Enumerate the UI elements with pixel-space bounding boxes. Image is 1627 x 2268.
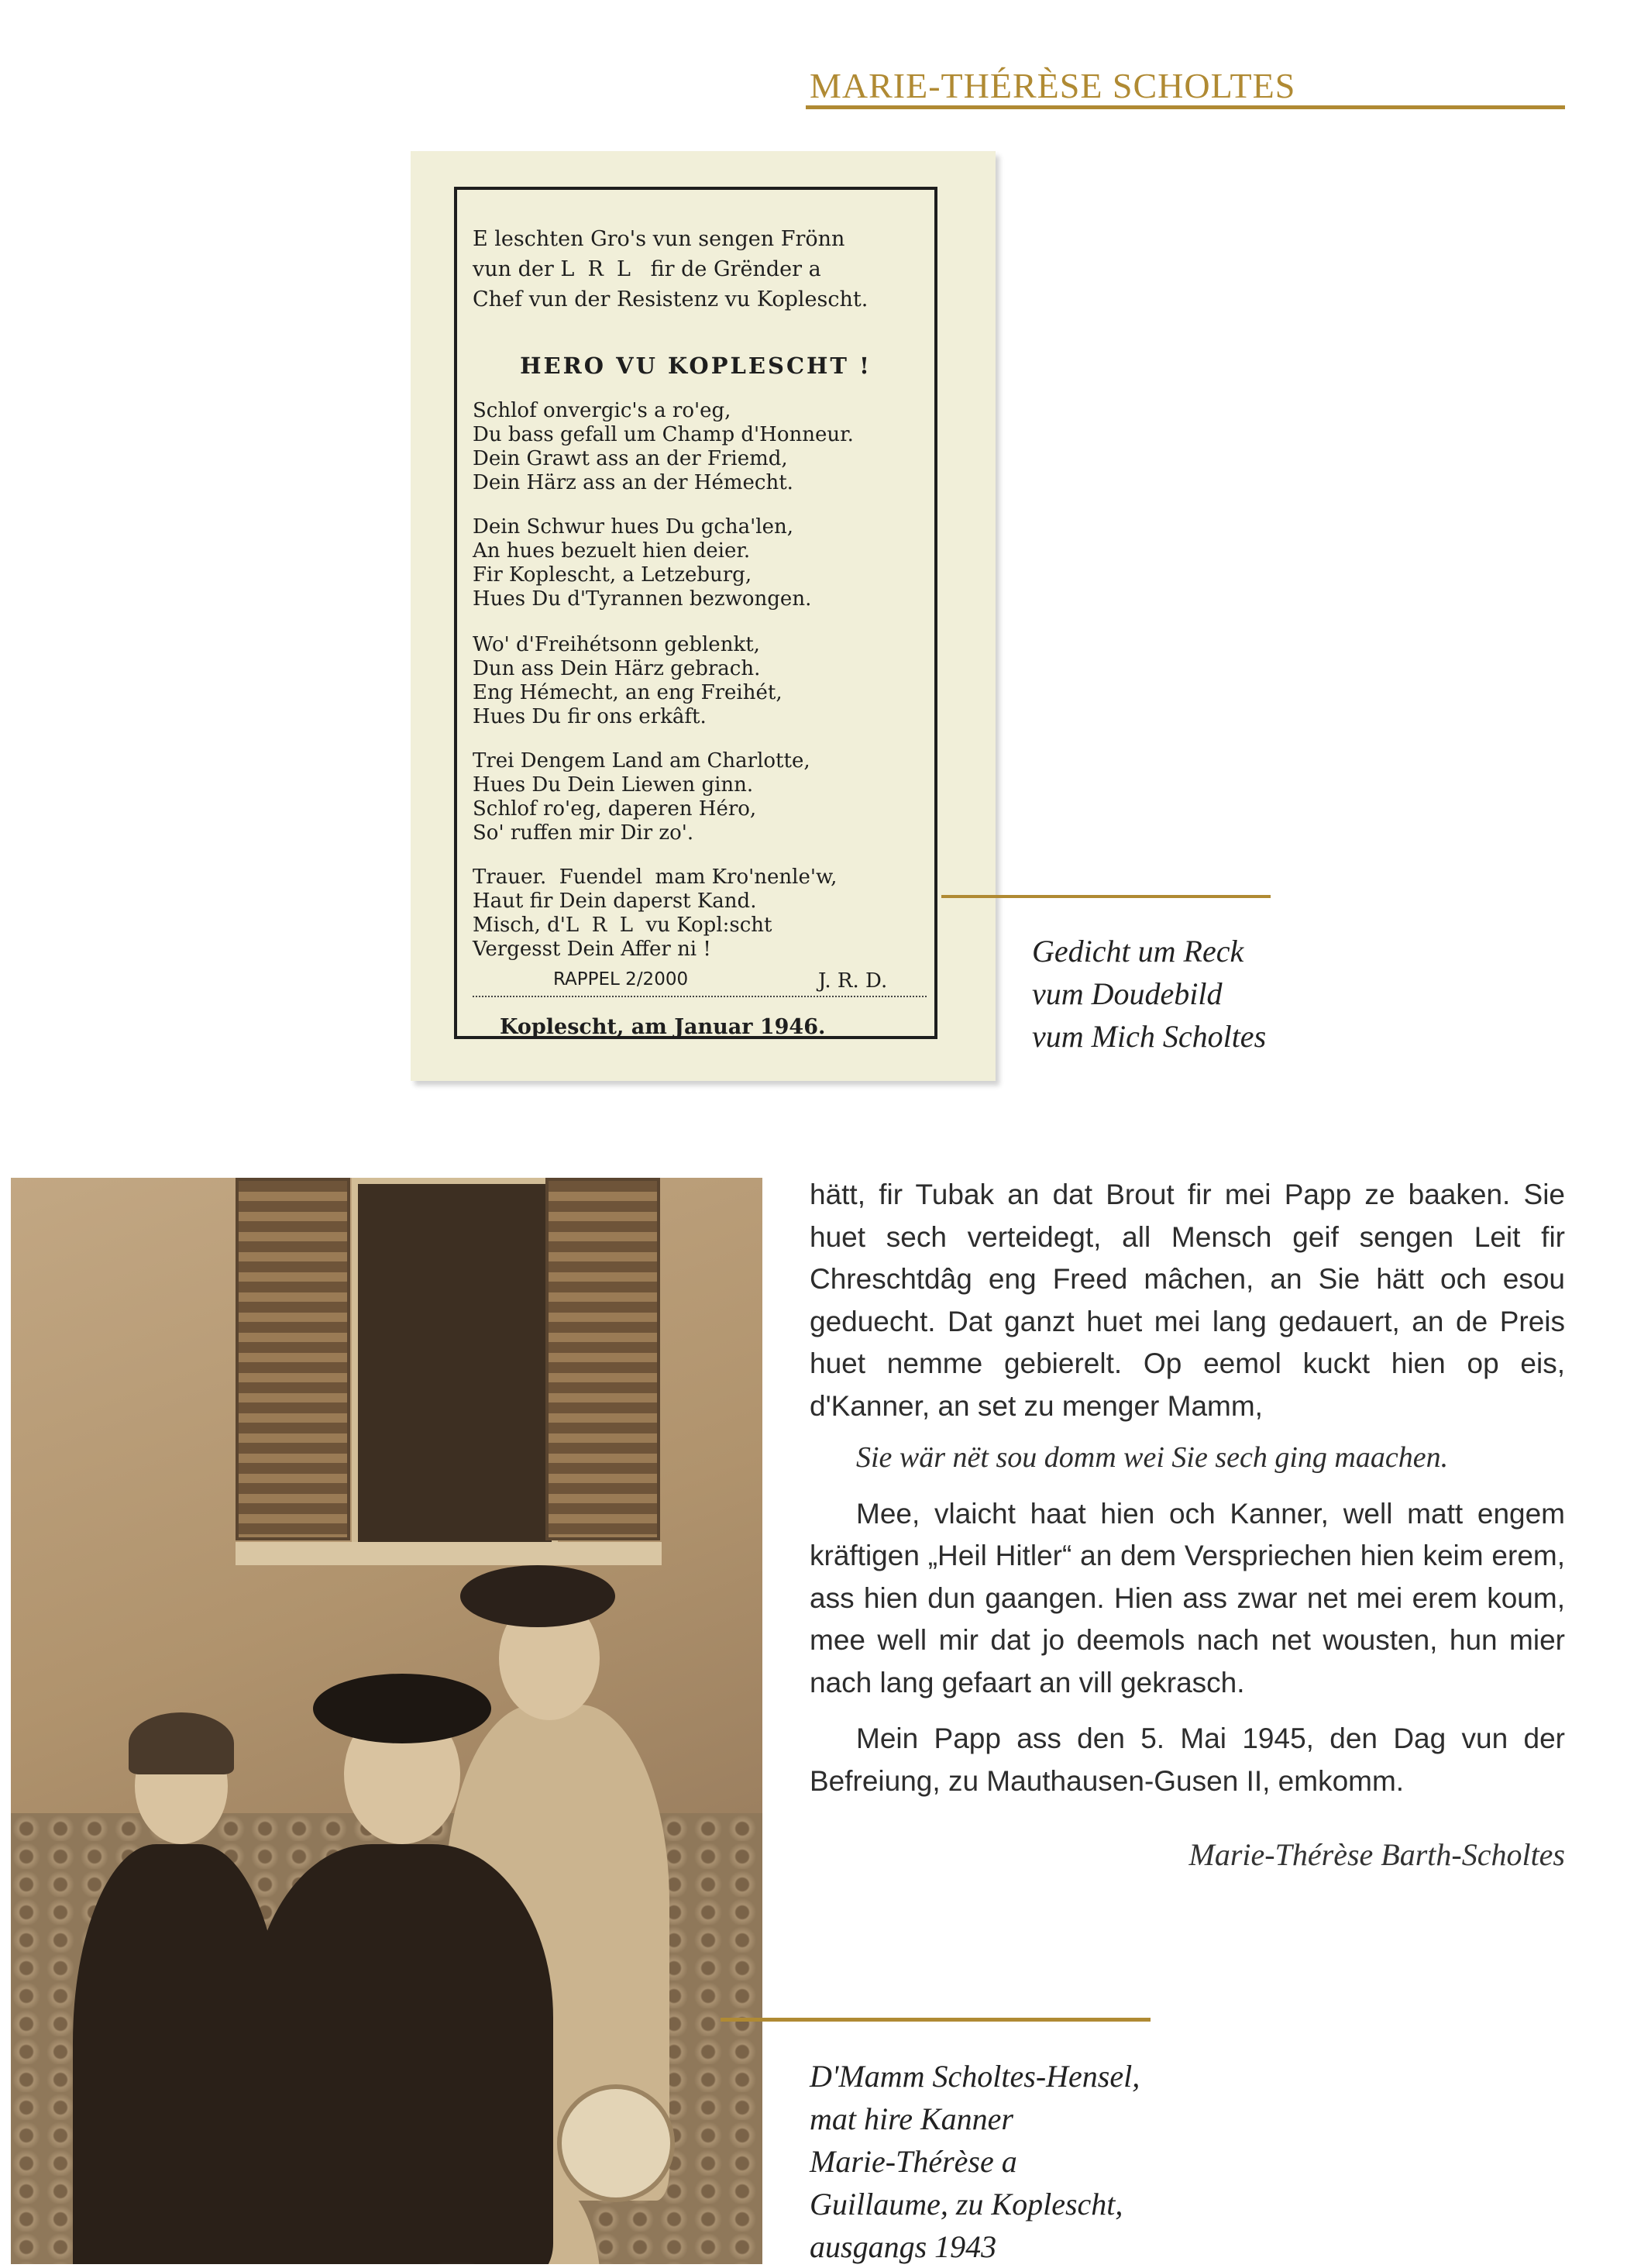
- mother-coat: [251, 1844, 553, 2264]
- clipping-intro: E leschten Gro's vun sengen Frönn vun der L R L fir de Grënder a Chef vun der Resistenz vu Koplescht.: [473, 227, 869, 311]
- caption-rule-top: [941, 895, 1271, 898]
- clipping-date-line: Koplescht, am Januar 1946.: [500, 1015, 826, 1039]
- body-paragraph: hätt, fir Tubak an dat Brout fir mei Papp ze baaken. Sie huet sech verteidegt, all Mensch geif sengen Leit fir Chreschtdâg eng Freed mâchen, an Sie hätt och esou geduecht. Dat ganzt huet mei lang gedauert, an de Preis huet nemme gebierelt. Op eemol kuckt hien op eis, d'Kanner, an set zu menger Mamm,: [810, 1179, 1565, 1422]
- clipping-heading: HERO VU KOPLESCHT !: [520, 353, 872, 379]
- author-initials: J. R. D.: [818, 969, 888, 993]
- poem-stanza: Schlof onvergic's a ro'eg, Du bass gefall um Champ d'Honneur. Dein Grawt ass an der Friemd, Dein Härz ass an der Hémecht.: [473, 399, 854, 494]
- rappel-stamp: RAPPEL 2/2000: [553, 969, 689, 989]
- dotted-divider: [473, 996, 927, 997]
- handbag: [557, 2084, 675, 2202]
- mother-hat: [313, 1674, 491, 1743]
- body-text: [810, 1174, 1565, 1802]
- poem-stanza: Trauer. Fuendel mam Kro'nenle'w, Haut fir Dein daperst Kand. Misch, d'L R L vu Kopl:scht Vergesst Dein Affer ni !: [473, 866, 838, 961]
- girl-hat: [460, 1565, 615, 1627]
- page-header-title: MARIE-THÉRÈSE SCHOLTES: [810, 66, 1296, 105]
- caption-top: Gedicht um Reck vum Doudebild vum Mich Scholtes: [1032, 934, 1267, 1054]
- poem-stanza: Wo' d'Freihétsonn geblenkt, Dun ass Dein Härz gebrach. Eng Hémecht, an eng Freihét, Hues Du fir ons erkâft.: [473, 633, 783, 728]
- body-paragraph: Mein Papp ass den 5. Mai 1945, den Dag vun der Befreiung, zu Mauthausen-Gusen II, emkomm.: [810, 1723, 1565, 1797]
- window-sill: [236, 1542, 662, 1565]
- family-photo: [11, 1178, 762, 2264]
- boy-coat: [73, 1844, 282, 2264]
- poem-stanza: Trei Dengem Land am Charlotte, Hues Du Dein Liewen ginn. Schlof ro'eg, daperen Héro, So' ruffen mir Dir zo'.: [473, 749, 810, 845]
- clipping-frame: [454, 187, 937, 1039]
- window: [352, 1178, 558, 1554]
- quote: Sie wär nët sou domm wei Sie sech ging maachen.: [856, 1441, 1449, 1474]
- window-shutter-right: [545, 1178, 660, 1540]
- author-signature: Marie-Thérèse Barth-Scholtes: [1188, 1837, 1565, 1872]
- header-rule: [806, 105, 1565, 109]
- poem-stanza: Dein Schwur hues Du gcha'len, An hues bezuelt hien deier. Fir Koplescht, a Letzeburg, Hues Du d'Tyrannen bezwongen.: [473, 515, 812, 611]
- newspaper-clipping: [411, 151, 996, 1081]
- boy-cap: [129, 1712, 234, 1774]
- caption-bottom: D'Mamm Scholtes-Hensel, mat hire Kanner Marie-Thérèse a Guillaume, zu Koplescht, ausgangs 1943: [810, 2059, 1140, 2264]
- caption-rule-bottom: [721, 2018, 1151, 2022]
- body-paragraph: Mee, vlaicht haat hien och Kanner, well matt engem kräftigen „Heil Hitler“ an dem Verspriechen hien keim erem, ass hien dun gaangen. Hien ass zwar net mei erem koum, mee well mir dat jo deemols nach net wousten, hun mier nach lang gefaart an vill gekrasch.: [810, 1497, 1565, 1698]
- window-shutter-left: [236, 1178, 350, 1540]
